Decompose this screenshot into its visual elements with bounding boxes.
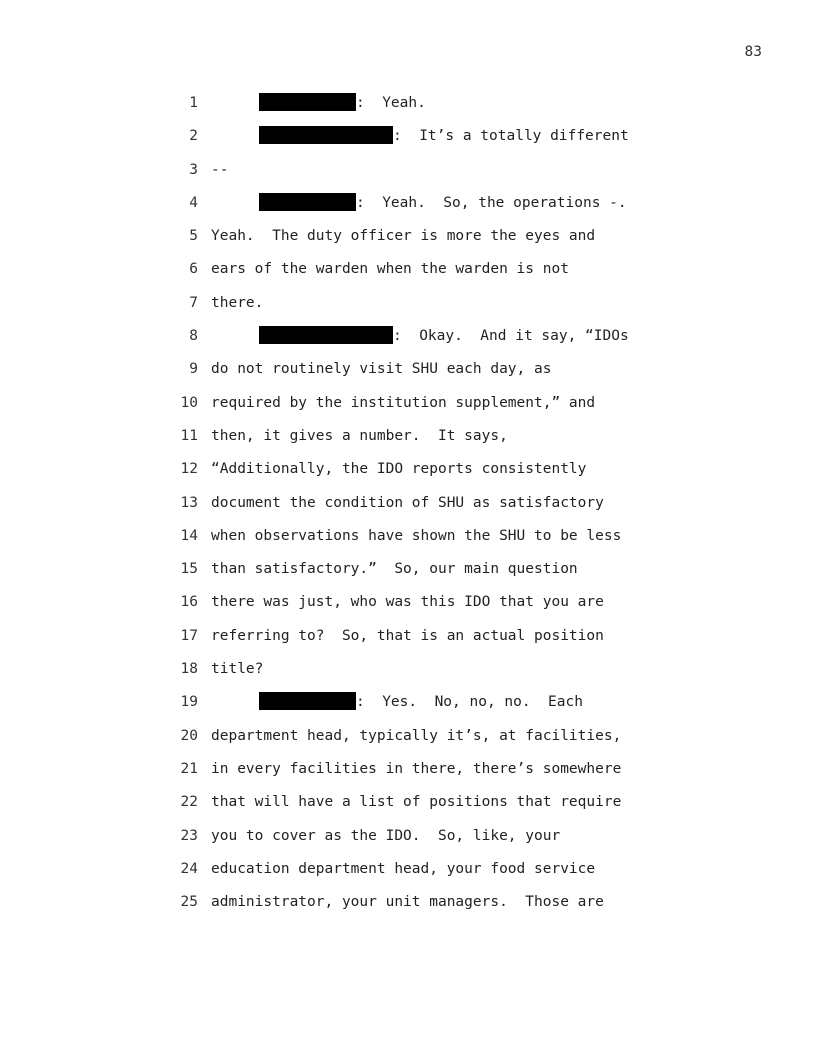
line-text (211, 358, 551, 380)
line-content: : Yeah. (356, 95, 426, 111)
line-text (211, 758, 621, 780)
line-content: than satisfactory.” So, our main question (211, 561, 578, 578)
line-text (211, 858, 595, 880)
line-number: 7 (189, 294, 198, 311)
line-content: : It’s a totally different (393, 128, 629, 145)
transcript-line (0, 891, 816, 924)
line-text (211, 225, 595, 247)
line-content: ears of the warden when the warden is not (211, 261, 569, 278)
line-number: 12 (180, 461, 198, 478)
transcript-line (0, 525, 816, 558)
line-text (211, 825, 560, 847)
line-text (211, 625, 604, 647)
line-number: 10 (180, 394, 198, 411)
transcript-line (0, 125, 816, 158)
line-content: when observations have shown the SHU to be less (211, 527, 622, 544)
line-text (211, 891, 604, 913)
line-content: there. (211, 294, 264, 311)
line-content: do not routinely visit SHU each day, as (211, 361, 552, 378)
line-number: 1 (189, 95, 198, 111)
transcript-line (0, 658, 816, 691)
transcript-line (0, 691, 816, 724)
transcript-line (0, 858, 816, 891)
line-text (211, 425, 508, 447)
transcript-line (0, 159, 816, 192)
transcript-line (0, 425, 816, 458)
line-text (211, 159, 228, 181)
redacted-speaker-name (259, 126, 393, 144)
transcript-body (0, 92, 816, 924)
transcript-line (0, 558, 816, 591)
line-number: 15 (180, 561, 198, 578)
transcript-line (0, 758, 816, 791)
line-number: 17 (180, 627, 198, 644)
line-text (211, 791, 621, 813)
line-content: : Okay. And it say, “IDOs (393, 328, 629, 345)
speaker-line-text (259, 192, 627, 214)
line-number: 20 (180, 727, 198, 744)
transcript-line (0, 292, 816, 325)
transcript-line (0, 458, 816, 491)
line-text (211, 292, 263, 314)
line-content: required by the institution supplement,” and (211, 394, 596, 411)
line-text (211, 725, 621, 747)
line-content: referring to? So, that is an actual position (211, 627, 604, 644)
speaker-line-text (259, 125, 629, 147)
line-number: 9 (189, 361, 198, 378)
transcript-line (0, 825, 816, 858)
line-number: 18 (180, 661, 198, 678)
transcript-line (0, 392, 816, 425)
transcript-line (0, 192, 816, 225)
speaker-line-text (259, 92, 426, 114)
line-content: there was just, who was this IDO that you are (211, 594, 604, 611)
transcript-line (0, 492, 816, 525)
line-text (211, 392, 595, 414)
page-number: 83 (744, 44, 762, 60)
transcript-line (0, 725, 816, 758)
line-number: 6 (189, 261, 198, 278)
line-content: Yeah. The duty officer is more the eyes and (211, 228, 596, 245)
line-content: “Additionally, the IDO reports consistently (211, 461, 587, 478)
line-text (211, 658, 263, 680)
transcript-line (0, 92, 816, 125)
line-number: 25 (180, 894, 198, 911)
line-number: 8 (189, 328, 198, 345)
line-number: 2 (189, 128, 198, 145)
line-content: : Yes. No, no, no. Each (356, 694, 583, 711)
line-content: department head, typically it’s, at facilities, (211, 727, 622, 744)
speaker-line-text (259, 691, 583, 713)
line-number: 3 (189, 161, 198, 178)
line-text (211, 558, 578, 580)
line-number: 23 (180, 827, 198, 844)
redacted-speaker-name (259, 692, 356, 710)
transcript-line (0, 258, 816, 291)
line-text (211, 492, 604, 514)
transcript-line (0, 791, 816, 824)
line-content: that will have a list of positions that require (211, 794, 622, 811)
line-content: you to cover as the IDO. So, like, your (211, 827, 561, 844)
line-text (211, 258, 569, 280)
line-number: 21 (180, 760, 198, 777)
line-content: : Yeah. So, the operations -. (356, 194, 627, 211)
transcript-line (0, 625, 816, 658)
line-number: 11 (180, 427, 198, 444)
line-content: then, it gives a number. It says, (211, 427, 508, 444)
line-number: 13 (180, 494, 198, 511)
transcript-line (0, 591, 816, 624)
line-number: 22 (180, 794, 198, 811)
line-text (211, 525, 621, 547)
transcript-line (0, 225, 816, 258)
line-number: 24 (180, 860, 198, 877)
line-text (211, 458, 586, 480)
transcript-line (0, 325, 816, 358)
line-number: 19 (180, 694, 198, 711)
redacted-speaker-name (259, 326, 393, 344)
line-content: -- (211, 161, 229, 178)
speaker-line-text (259, 325, 629, 347)
line-content: in every facilities in there, there’s somewhere (211, 760, 622, 777)
line-content: administrator, your unit managers. Those are (211, 894, 604, 911)
line-content: education department head, your food service (211, 860, 596, 877)
line-number: 4 (189, 194, 198, 211)
redacted-speaker-name (259, 93, 356, 111)
line-content: title? (211, 661, 264, 678)
line-text (211, 591, 604, 613)
line-content: document the condition of SHU as satisfactory (211, 494, 604, 511)
transcript-line (0, 358, 816, 391)
line-number: 5 (189, 228, 198, 245)
redacted-speaker-name (259, 193, 356, 211)
line-number: 16 (180, 594, 198, 611)
line-number: 14 (180, 527, 198, 544)
